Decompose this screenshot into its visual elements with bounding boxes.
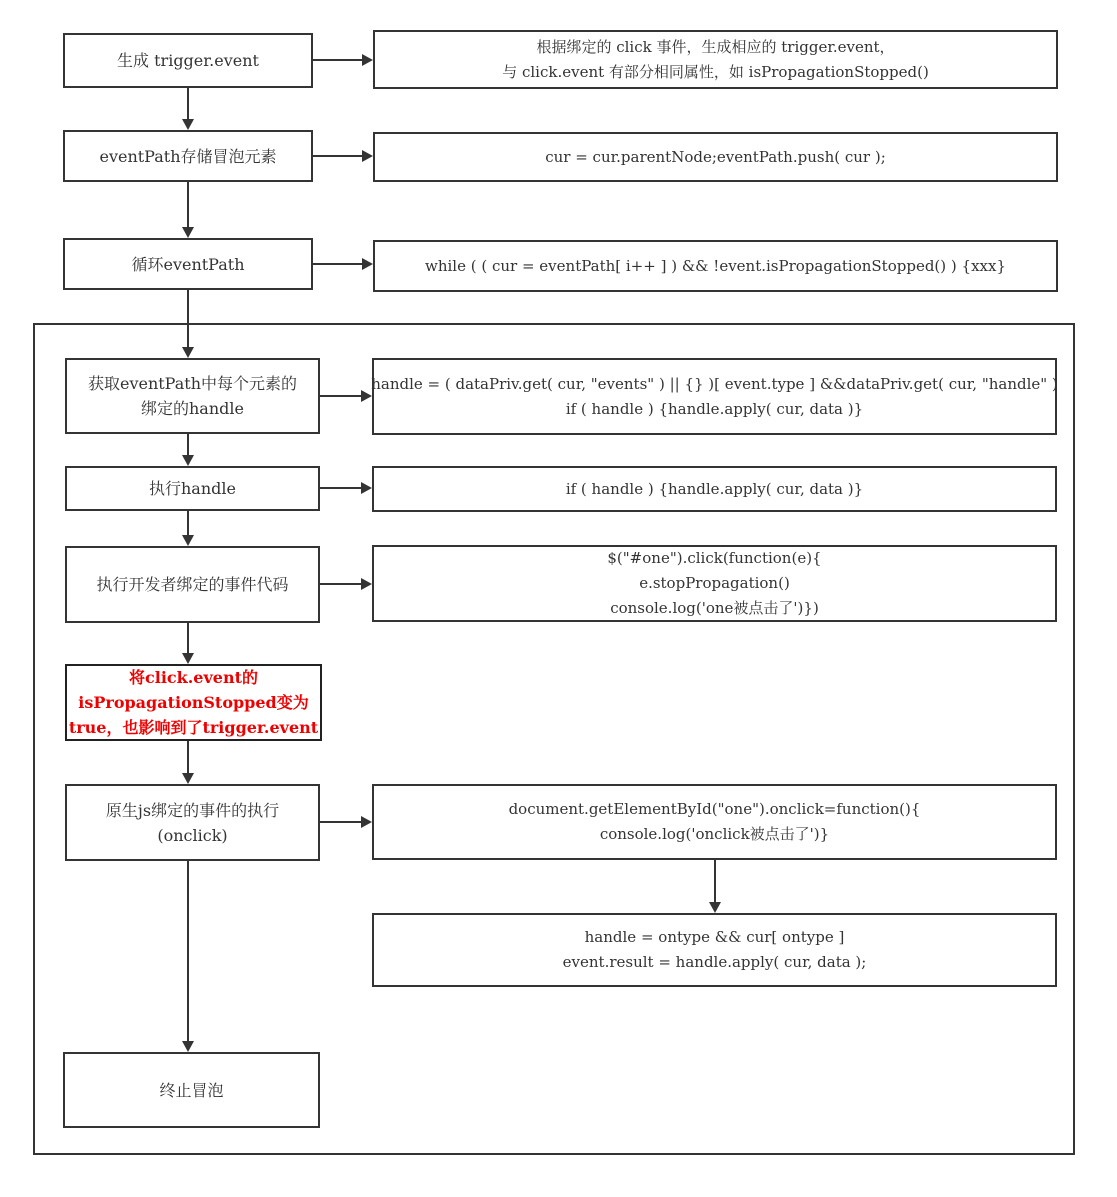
text-line: while ( ( cur = eventPath[ i++ ] ) && !event.isPropagationStopped() ) {xxx}: [424, 256, 1006, 275]
text-line: if ( handle ) {handle.apply( cur, data )}: [565, 479, 864, 498]
node-exec-handle: [65, 466, 320, 511]
node-generate-trigger-event: [63, 33, 313, 88]
detail-exec-handle: [372, 466, 1057, 512]
arrow-right-icon: [320, 583, 361, 585]
detail-native-onclick: [372, 784, 1057, 860]
arrow-down-icon: [187, 511, 189, 535]
arrow-down-icon: [187, 182, 189, 227]
detail-exec-developer-code: [372, 545, 1057, 622]
detail-generate-trigger-event: [373, 30, 1058, 89]
arrow-down-icon: [187, 741, 189, 773]
text-line: event.result = handle.apply( cur, data );: [562, 953, 867, 971]
text-line: handle = ( dataPriv.get( cur, "events" ) || {} )[ event.type ] &&dataPriv.get( cur, "handle" ): [371, 374, 1058, 393]
text-line: 将click.event的: [129, 668, 258, 687]
text-line: 执行handle: [149, 479, 236, 498]
arrow-down-icon: [187, 290, 189, 347]
text-line: (onclick): [157, 825, 228, 845]
text-line: console.log('one被点击了')}): [610, 599, 819, 617]
text-line: document.getElementById("one").onclick=function(){: [508, 800, 921, 818]
text-line: 终止冒泡: [159, 1080, 224, 1100]
arrow-down-icon: [187, 623, 189, 653]
arrow-right-icon: [320, 487, 361, 489]
detail-get-bound-handle: [372, 358, 1057, 435]
text-line: console.log('onclick被点击了')}: [599, 825, 830, 843]
text-line: 获取eventPath中每个元素的: [87, 374, 298, 393]
arrow-down-icon: [187, 861, 189, 1041]
arrow-down-icon: [187, 434, 189, 455]
node-propagation-stopped-warning: [65, 664, 322, 741]
node-loop-eventpath: [63, 238, 313, 290]
text-line: handle = ontype && cur[ ontype ]: [584, 928, 845, 946]
arrow-right-icon: [313, 155, 362, 157]
text-line: 根据绑定的 click 事件，生成相应的 trigger.event，: [536, 37, 895, 56]
detail-ontype-handle: [372, 913, 1057, 987]
arrow-right-icon: [313, 59, 362, 61]
text-line: 执行开发者绑定的事件代码: [96, 575, 289, 594]
text-line: 循环eventPath: [131, 254, 245, 274]
detail-loop-eventpath: [373, 240, 1058, 292]
node-native-onclick: [65, 784, 320, 861]
arrow-down-icon: [187, 88, 189, 119]
text-line: 绑定的handle: [141, 399, 244, 418]
text-line: eventPath存储冒泡元素: [99, 146, 277, 166]
node-eventpath-store: [63, 130, 313, 182]
arrow-right-icon: [313, 263, 362, 265]
text-line: 与 click.event 有部分相同属性，如 isPropagationStopped(): [502, 62, 929, 81]
node-stop-bubbling: [63, 1052, 320, 1128]
text-line: 生成 trigger.event: [117, 51, 259, 70]
node-get-bound-handle: [65, 358, 320, 434]
text-line: isPropagationStopped变为: [78, 693, 309, 712]
detail-eventpath-store: [373, 132, 1058, 182]
text-line: true，也影响到了trigger.event: [68, 718, 319, 737]
node-exec-developer-code: [65, 546, 320, 623]
text-line: 原生js绑定的事件的执行: [105, 800, 280, 820]
arrow-right-icon: [320, 821, 361, 823]
arrow-down-icon: [714, 860, 716, 902]
text-line: $("#one").click(function(e){: [607, 549, 822, 567]
text-line: cur = cur.parentNode;eventPath.push( cur );: [545, 147, 886, 166]
arrow-right-icon: [320, 395, 361, 397]
text-line: if ( handle ) {handle.apply( cur, data )}: [565, 399, 864, 418]
text-line: e.stopPropagation(): [639, 574, 790, 592]
